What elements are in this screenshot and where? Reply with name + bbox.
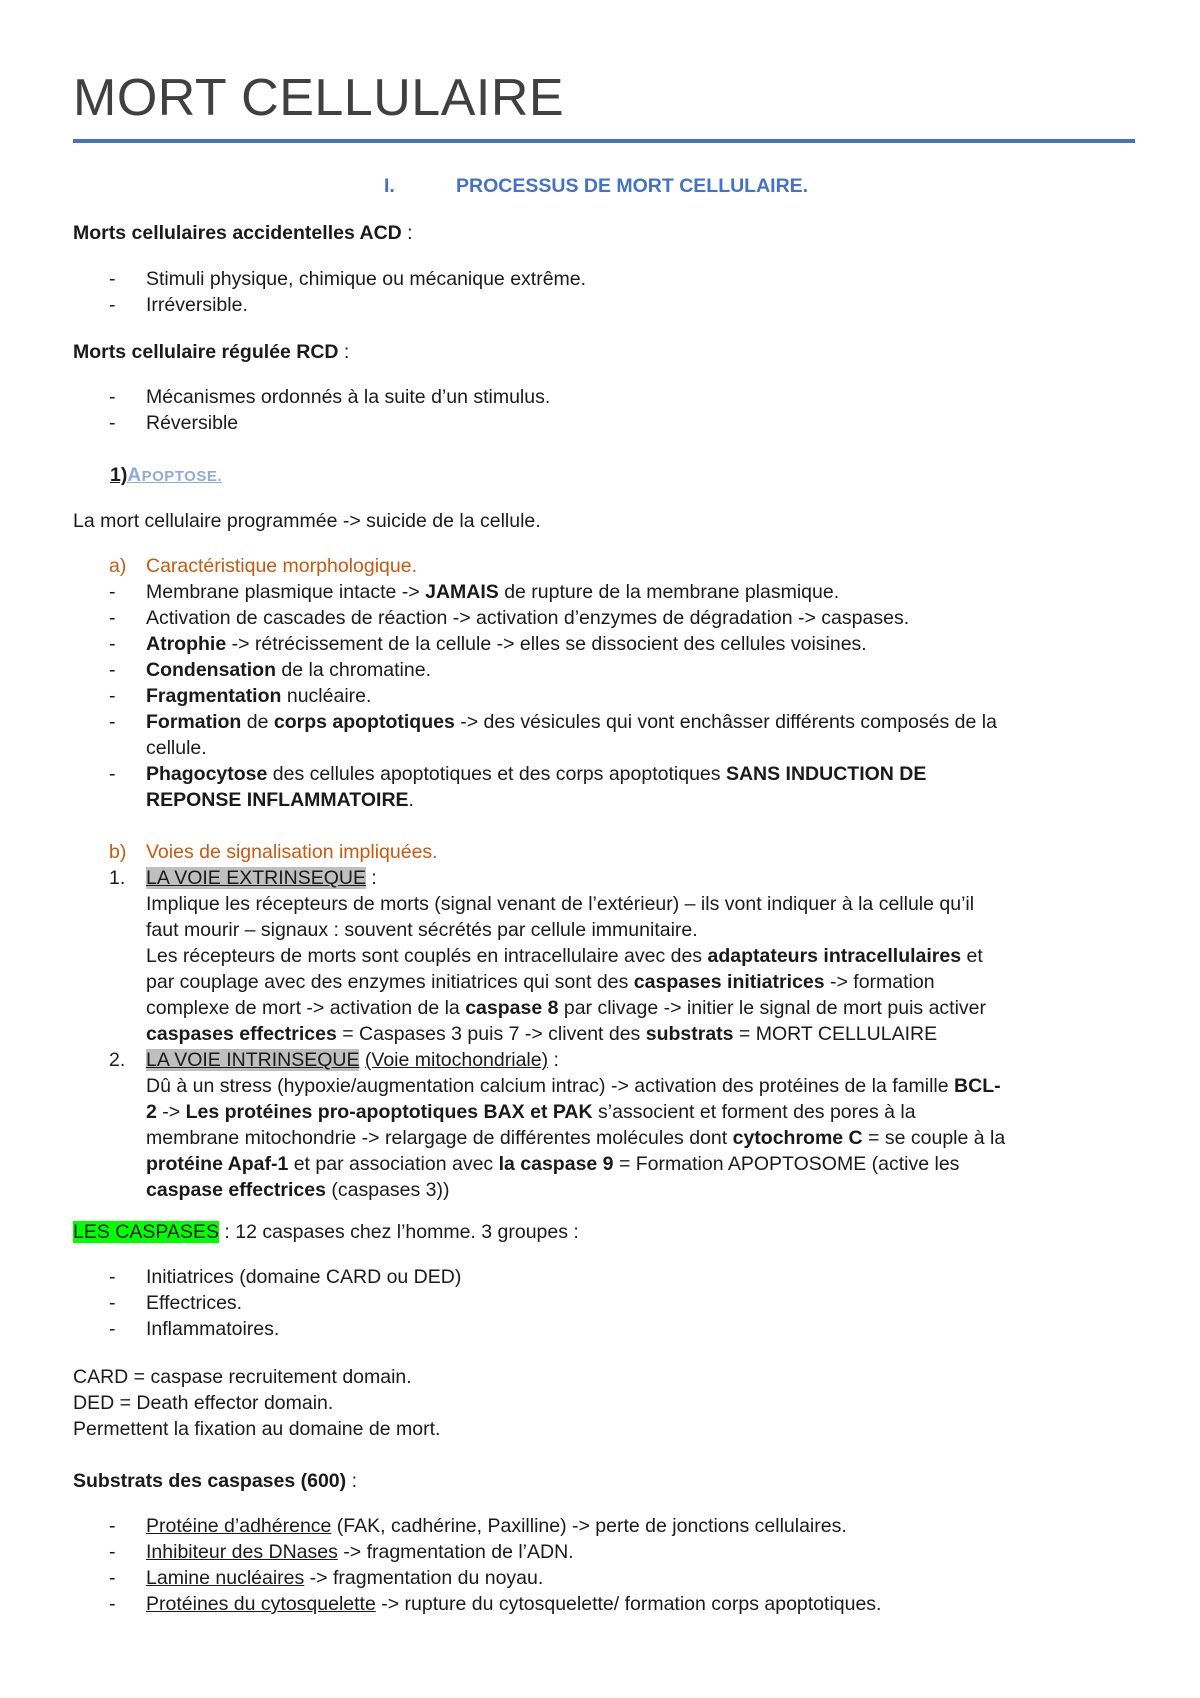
list-item: - Atrophie -> rétrécissement de la cellule -> elles se dissocient des cellules voisines. (109, 633, 867, 655)
caspases-list (73, 1264, 461, 1342)
rcd-list (73, 384, 550, 436)
section-number: I. (384, 175, 395, 197)
list-item: - Phagocytose des cellules apoptotiques et des corps apoptotiques SANS INDUCTION DE REPONSE INFLAMMATOIRE. (109, 763, 927, 811)
fixation-note: Permettent la fixation au domaine de mort. (73, 1418, 441, 1440)
section-heading (384, 175, 808, 198)
substrats-heading: Substrats des caspases (600) : (73, 1470, 357, 1492)
list-item: - Protéines du cytosquelette -> rupture du cytosquelette/ formation corps apoptotiques. (109, 1593, 882, 1615)
title-rule (73, 139, 1135, 143)
list-item: - Formation de corps apoptotiques -> des vésicules qui vont enchâsser différents composés de la cellule. (109, 711, 997, 759)
list-item: - Réversible (109, 412, 239, 434)
apoptose-heading: 1)APOPTOSE. (110, 464, 222, 486)
morpho-heading: a) Caractéristique morphologique. (109, 555, 417, 577)
page-title: MORT CELLULAIRE (73, 69, 565, 127)
voies-heading: b) Voies de signalisation impliquées. (109, 841, 438, 863)
voie-intrinseque: 2. LA VOIE INTRINSEQUE (Voie mitochondriale) : Dû à un stress (hypoxie/augmentation calcium intrac) -> activation des protéines de la famille BCL- 2 -> Les protéines pro-apoptotiques BAX et PAK s’associent et forment des pores à la membrane mitochondrie -> relargage de différentes molécules dont cytochrome C = se couple à la protéine Apaf-1 et par association avec la caspase 9 = Formation APOPTOSOME (active les caspase effectrices (caspases 3)) (109, 1049, 1006, 1201)
list-item: - Condensation de la chromatine. (109, 659, 432, 681)
list-item: - Mécanismes ordonnés à la suite d’un stimulus. (109, 386, 551, 408)
list-item: - Membrane plasmique intacte -> JAMAIS de rupture de la membrane plasmique. (109, 581, 840, 603)
apoptose-intro: La mort cellulaire programmée -> suicide de la cellule. (73, 510, 541, 532)
section-label: PROCESSUS DE MORT CELLULAIRE. (456, 175, 809, 197)
list-item: - Activation de cascades de réaction -> activation d’enzymes de dégradation -> caspases. (109, 607, 910, 629)
voies-list (73, 839, 1123, 1203)
list-item: - Stimuli physique, chimique ou mécanique extrême. (109, 268, 587, 290)
substrats-list (73, 1513, 881, 1617)
morpho-list (73, 553, 1123, 813)
list-item: - Initiatrices (domaine CARD ou DED) (109, 1266, 462, 1288)
voie-extrinseque: 1. LA VOIE EXTRINSEQUE : Implique les récepteurs de morts (signal venant de l’extérieur) – ils vont indiquer à la cellule qu’il faut mourir – signaux : souvent sécrétés par cellule immunitaire. Les récepteurs de morts sont couplés en intracellulaire avec des adaptateurs intracellulaires et par couplage avec des enzymes initiatrices qui sont des caspases initiatrices -> formation complexe de mort -> activation de la caspase 8 par clivage -> initier le signal de mort puis activer caspases effectrices = Caspases 3 puis 7 -> clivent des substrats = MORT CELLULAIRE (109, 867, 987, 1045)
list-item: - Fragmentation nucléaire. (109, 685, 372, 707)
list-item: - Inhibiteur des DNases -> fragmentation de l’ADN. (109, 1541, 574, 1563)
list-item: - Protéine d’adhérence (FAK, cadhérine, Paxilline) -> perte de jonctions cellulaires. (109, 1515, 847, 1537)
rcd-heading: Morts cellulaire régulée RCD : (73, 341, 350, 363)
ded-definition: DED = Death effector domain. (73, 1392, 334, 1414)
list-item: - Inflammatoires. (109, 1318, 280, 1340)
list-item: - Effectrices. (109, 1292, 243, 1314)
acd-list (73, 266, 586, 318)
caspases-heading: LES CASPASES : 12 caspases chez l’homme. 3 groupes : (73, 1221, 579, 1243)
acd-heading: Morts cellulaires accidentelles ACD : (73, 222, 413, 244)
list-item: - Irréversible. (109, 294, 248, 316)
list-item: - Lamine nucléaires -> fragmentation du noyau. (109, 1567, 544, 1589)
card-definition: CARD = caspase recruitement domain. (73, 1366, 412, 1388)
